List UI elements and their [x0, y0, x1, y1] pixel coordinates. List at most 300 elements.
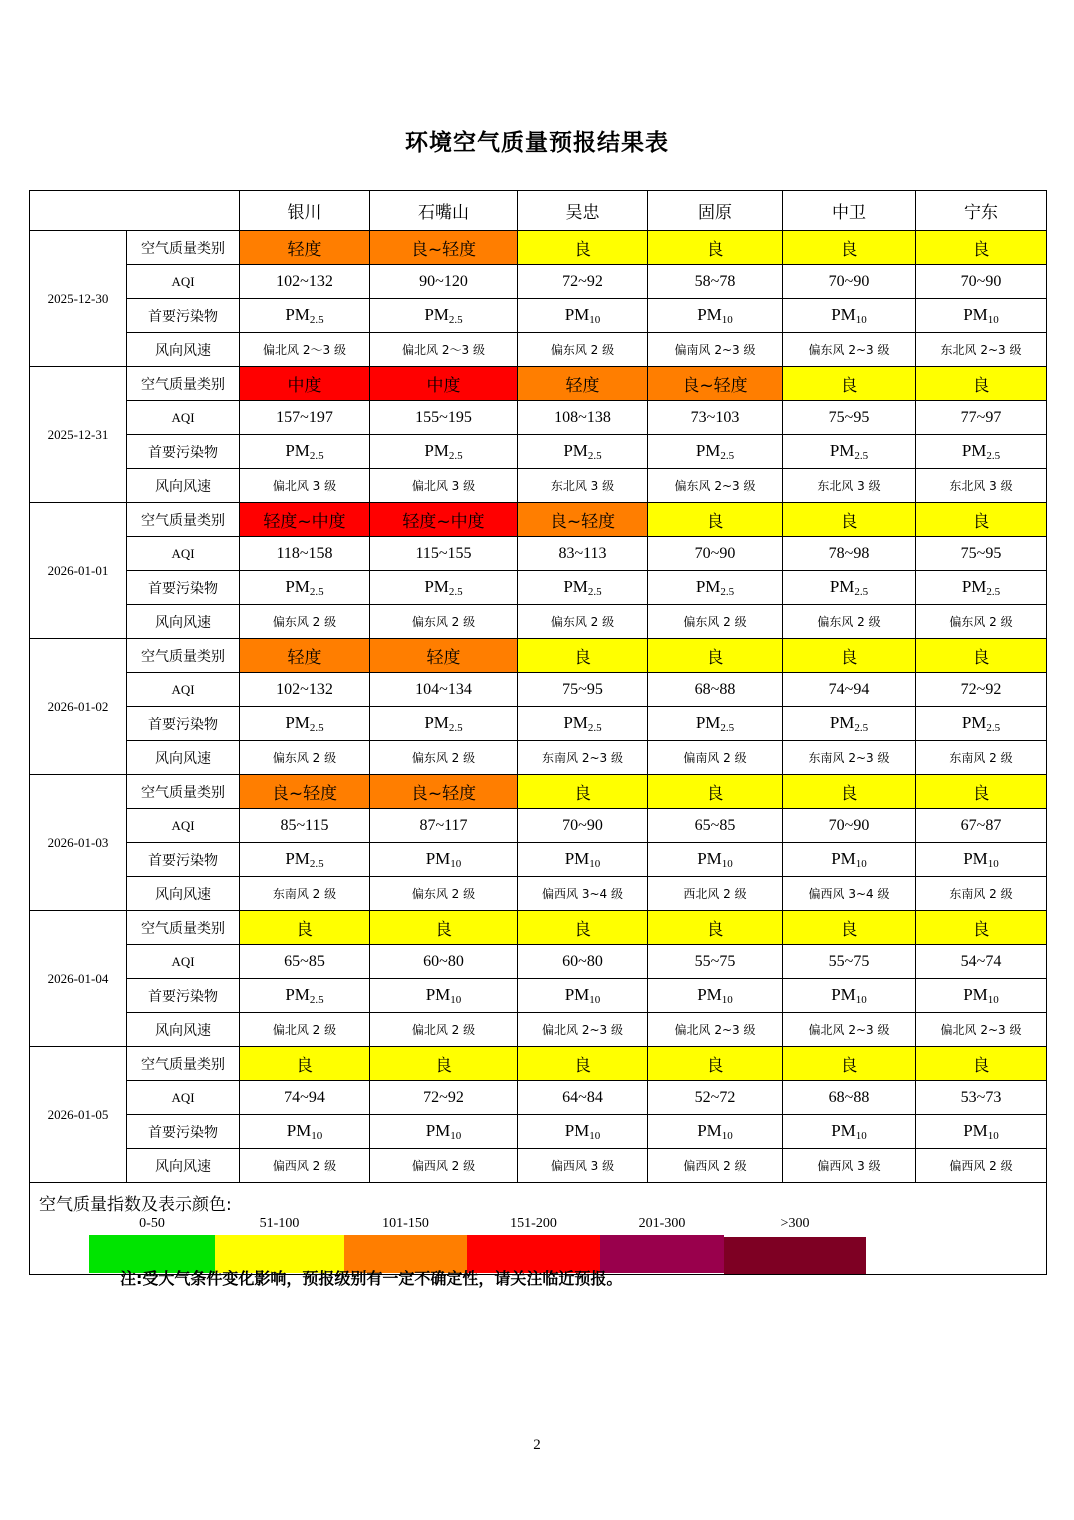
wind-cell: 偏东风 2 级 — [916, 605, 1047, 639]
primary-pollutant-cell — [518, 707, 648, 741]
aqi-range-cell: 55~75 — [783, 945, 916, 979]
forecast-row-aqi — [30, 265, 1047, 299]
pollutant-subscript: 2.5 — [854, 722, 869, 734]
legend-cell — [30, 1183, 1047, 1275]
wind-cell: 偏北风 2~3 级 — [518, 1013, 648, 1047]
row-label-category: 空气质量类别 — [127, 911, 240, 945]
aqi-range-cell: 118~158 — [240, 537, 370, 571]
pollutant-subscript: 2.5 — [587, 722, 602, 734]
aqi-range-cell: 65~85 — [240, 945, 370, 979]
pollutant-base: PM — [963, 985, 988, 1004]
aqi-category-cell: 良 — [518, 775, 648, 809]
forecast-row-category — [30, 231, 1047, 265]
pollutant-base: PM — [285, 849, 310, 868]
aqi-range-cell: 60~80 — [370, 945, 518, 979]
wind-cell: 偏北风 2 级 — [240, 1013, 370, 1047]
forecast-row-pollutant — [30, 1115, 1047, 1149]
row-label-aqi: AQI — [127, 809, 240, 843]
pollutant-base: PM — [831, 1121, 856, 1140]
pollutant-base: PM — [563, 441, 588, 460]
pollutant-subscript: 10 — [987, 994, 999, 1006]
pollutant-base: PM — [829, 577, 855, 596]
primary-pollutant-cell — [240, 707, 370, 741]
forecast-row-wind — [30, 469, 1047, 503]
primary-pollutant-cell — [648, 843, 783, 877]
pollutant-subscript: 10 — [855, 1130, 867, 1142]
aqi-category-cell: 良 — [240, 1047, 370, 1081]
primary-pollutant-cell — [370, 843, 518, 877]
legend-row — [30, 1183, 1047, 1275]
aqi-category-cell: 良~轻度 — [370, 775, 518, 809]
legend-range-label: 151-200 — [510, 1216, 557, 1231]
aqi-range-cell: 75~95 — [518, 673, 648, 707]
forecast-row-aqi — [30, 945, 1047, 979]
aqi-category-cell: 良 — [518, 911, 648, 945]
row-label-category: 空气质量类别 — [127, 503, 240, 537]
row-label-wind: 风向风速 — [127, 741, 240, 775]
pollutant-base: PM — [695, 441, 721, 460]
date-cell: 2026-01-05 — [30, 1047, 127, 1183]
wind-cell: 偏东风 2 级 — [783, 605, 916, 639]
date-cell: 2025-12-30 — [30, 231, 127, 367]
pollutant-subscript: 10 — [450, 994, 462, 1006]
aqi-range-cell: 73~103 — [648, 401, 783, 435]
wind-cell: 偏西风 2 级 — [240, 1149, 370, 1183]
primary-pollutant-cell — [518, 1115, 648, 1149]
forecast-row-category — [30, 639, 1047, 673]
pollutant-subscript: 10 — [589, 858, 601, 870]
legend-range-label: >300 — [780, 1216, 810, 1231]
row-label-category: 空气质量类别 — [127, 367, 240, 401]
primary-pollutant-cell — [518, 843, 648, 877]
pollutant-base: PM — [963, 305, 988, 324]
pollutant-base: PM — [697, 1121, 722, 1140]
primary-pollutant-cell — [783, 435, 916, 469]
primary-pollutant-cell — [240, 571, 370, 605]
date-cell: 2026-01-01 — [30, 503, 127, 639]
aqi-range-cell: 72~92 — [518, 265, 648, 299]
row-label-pollutant: 首要污染物 — [127, 1115, 240, 1149]
forecast-note: 注:受大气条件变化影响，预报级别有一定不确定性，请关注临近预报。 — [120, 1269, 623, 1288]
aqi-category-cell: 良~轻度 — [370, 231, 518, 265]
aqi-range-cell: 157~197 — [240, 401, 370, 435]
pollutant-base: PM — [961, 577, 987, 596]
row-label-wind: 风向风速 — [127, 469, 240, 503]
wind-cell: 偏东风 2 级 — [518, 333, 648, 367]
aqi-category-cell: 良 — [916, 1047, 1047, 1081]
forecast-row-category — [30, 1047, 1047, 1081]
primary-pollutant-cell — [518, 435, 648, 469]
aqi-category-cell: 良 — [783, 911, 916, 945]
pollutant-base: PM — [963, 1121, 988, 1140]
forecast-row-wind — [30, 605, 1047, 639]
aqi-range-cell: 70~90 — [916, 265, 1047, 299]
pollutant-subscript: 10 — [987, 1130, 999, 1142]
row-label-wind: 风向风速 — [127, 333, 240, 367]
wind-cell: 偏东风 2 级 — [518, 605, 648, 639]
forecast-row-aqi — [30, 401, 1047, 435]
aqi-category-cell: 良~轻度 — [648, 367, 783, 401]
pollutant-base: PM — [831, 985, 856, 1004]
pollutant-subscript: 2.5 — [309, 586, 324, 598]
pollutant-base: PM — [285, 305, 310, 324]
pollutant-base: PM — [961, 441, 987, 460]
aqi-category-cell: 良 — [783, 367, 916, 401]
primary-pollutant-cell — [916, 707, 1047, 741]
legend-range-label: 101-150 — [382, 1216, 429, 1231]
pollutant-subscript: 10 — [311, 1130, 323, 1142]
aqi-range-cell: 104~134 — [370, 673, 518, 707]
wind-cell: 偏南风 2 级 — [648, 741, 783, 775]
primary-pollutant-cell — [648, 707, 783, 741]
pollutant-subscript: 10 — [450, 858, 462, 870]
forecast-row-category — [30, 775, 1047, 809]
row-label-wind: 风向风速 — [127, 877, 240, 911]
city-header: 石嘴山 — [370, 191, 518, 231]
wind-cell: 东南风 2 级 — [916, 741, 1047, 775]
date-cell: 2025-12-31 — [30, 367, 127, 503]
aqi-category-cell: 良 — [916, 775, 1047, 809]
pollutant-subscript: 10 — [721, 858, 733, 870]
pollutant-subscript: 10 — [855, 994, 867, 1006]
aqi-category-cell: 良 — [518, 1047, 648, 1081]
pollutant-subscript: 2.5 — [448, 450, 463, 462]
aqi-category-cell: 良 — [370, 911, 518, 945]
wind-cell: 偏东风 2 级 — [240, 741, 370, 775]
pollutant-subscript: 10 — [855, 314, 867, 326]
aqi-range-cell: 55~75 — [648, 945, 783, 979]
row-label-wind: 风向风速 — [127, 605, 240, 639]
pollutant-base: PM — [563, 713, 588, 732]
wind-cell: 偏西风 2 级 — [648, 1149, 783, 1183]
forecast-row-pollutant — [30, 843, 1047, 877]
pollutant-subscript: 10 — [589, 994, 601, 1006]
wind-cell: 偏北风 2 级 — [370, 1013, 518, 1047]
primary-pollutant-cell — [783, 571, 916, 605]
pollutant-base: PM — [564, 849, 590, 868]
city-header: 中卫 — [783, 191, 916, 231]
wind-cell: 偏西风 3 级 — [783, 1149, 916, 1183]
aqi-category-cell: 良 — [783, 1047, 916, 1081]
pollutant-subscript: 10 — [721, 994, 733, 1006]
pollutant-base: PM — [564, 985, 590, 1004]
aqi-range-cell: 60~80 — [518, 945, 648, 979]
forecast-row-category — [30, 503, 1047, 537]
primary-pollutant-cell — [783, 979, 916, 1013]
pollutant-base: PM — [695, 713, 721, 732]
forecast-row-pollutant — [30, 571, 1047, 605]
primary-pollutant-cell — [240, 979, 370, 1013]
wind-cell: 偏北风 3 级 — [370, 469, 518, 503]
wind-cell: 东北风 3 级 — [916, 469, 1047, 503]
pollutant-base: PM — [424, 441, 449, 460]
pollutant-base: PM — [424, 713, 449, 732]
row-label-category: 空气质量类别 — [127, 231, 240, 265]
wind-cell: 东南风 2 级 — [240, 877, 370, 911]
aqi-category-cell: 良 — [916, 503, 1047, 537]
row-label-aqi: AQI — [127, 265, 240, 299]
wind-cell: 偏东风 2 级 — [370, 741, 518, 775]
aqi-range-cell: 70~90 — [783, 809, 916, 843]
city-header: 固原 — [648, 191, 783, 231]
pollutant-base: PM — [285, 713, 310, 732]
row-label-pollutant: 首要污染物 — [127, 571, 240, 605]
row-label-aqi: AQI — [127, 673, 240, 707]
aqi-range-cell: 58~78 — [648, 265, 783, 299]
aqi-category-cell: 良 — [648, 1047, 783, 1081]
row-label-wind: 风向风速 — [127, 1013, 240, 1047]
pollutant-subscript: 2.5 — [587, 450, 602, 462]
primary-pollutant-cell — [916, 435, 1047, 469]
primary-pollutant-cell — [648, 1115, 783, 1149]
row-label-aqi: AQI — [127, 401, 240, 435]
aqi-range-cell: 70~90 — [518, 809, 648, 843]
aqi-category-cell: 良 — [648, 911, 783, 945]
pollutant-subscript: 2.5 — [720, 722, 735, 734]
primary-pollutant-cell — [370, 979, 518, 1013]
pollutant-base: PM — [425, 985, 451, 1004]
forecast-table-body — [30, 191, 1047, 1275]
pollutant-base: PM — [697, 985, 722, 1004]
row-label-pollutant: 首要污染物 — [127, 979, 240, 1013]
pollutant-subscript: 10 — [987, 314, 999, 326]
legend-title: 空气质量指数及表示颜色: — [39, 1195, 232, 1215]
aqi-category-cell: 良 — [916, 639, 1047, 673]
pollutant-base: PM — [961, 713, 987, 732]
aqi-category-cell: 良 — [648, 639, 783, 673]
pollutant-subscript: 2.5 — [720, 586, 735, 598]
aqi-range-cell: 68~88 — [648, 673, 783, 707]
wind-cell: 东北风 2~3 级 — [916, 333, 1047, 367]
wind-cell: 东南风 2 级 — [916, 877, 1047, 911]
aqi-range-cell: 83~113 — [518, 537, 648, 571]
date-cell: 2026-01-02 — [30, 639, 127, 775]
forecast-row-wind — [30, 1149, 1047, 1183]
primary-pollutant-cell — [648, 979, 783, 1013]
primary-pollutant-cell — [783, 1115, 916, 1149]
primary-pollutant-cell — [648, 299, 783, 333]
wind-cell: 偏西风 3~4 级 — [518, 877, 648, 911]
primary-pollutant-cell — [783, 299, 916, 333]
aqi-range-cell: 70~90 — [648, 537, 783, 571]
primary-pollutant-cell — [240, 299, 370, 333]
wind-cell: 偏东风 2 级 — [648, 605, 783, 639]
pollutant-subscript: 2.5 — [309, 858, 324, 870]
aqi-category-cell: 良 — [916, 911, 1047, 945]
aqi-category-cell: 良 — [783, 639, 916, 673]
wind-cell: 偏东风 2 级 — [370, 605, 518, 639]
primary-pollutant-cell — [518, 979, 648, 1013]
aqi-range-cell: 75~95 — [783, 401, 916, 435]
pollutant-subscript: 2.5 — [720, 450, 735, 462]
row-label-aqi: AQI — [127, 945, 240, 979]
wind-cell: 东北风 3 级 — [518, 469, 648, 503]
aqi-range-cell: 53~73 — [916, 1081, 1047, 1115]
city-header: 吴忠 — [518, 191, 648, 231]
pollutant-base: PM — [285, 985, 310, 1004]
header-row — [30, 191, 1047, 231]
wind-cell: 偏北风 3 级 — [240, 469, 370, 503]
row-label-pollutant: 首要污染物 — [127, 843, 240, 877]
aqi-range-cell: 68~88 — [783, 1081, 916, 1115]
aqi-range-cell: 108~138 — [518, 401, 648, 435]
primary-pollutant-cell — [916, 843, 1047, 877]
pollutant-subscript: 10 — [589, 1130, 601, 1142]
legend-range-label: 201-300 — [638, 1216, 686, 1231]
legend-range-label: 51-100 — [259, 1216, 300, 1231]
forecast-row-pollutant — [30, 299, 1047, 333]
wind-cell: 偏北风 2~3 级 — [916, 1013, 1047, 1047]
aqi-category-cell: 良 — [240, 911, 370, 945]
primary-pollutant-cell — [648, 571, 783, 605]
aqi-range-cell: 54~74 — [916, 945, 1047, 979]
wind-cell: 偏西风 3 级 — [518, 1149, 648, 1183]
wind-cell: 偏西风 2 级 — [916, 1149, 1047, 1183]
forecast-row-category — [30, 367, 1047, 401]
aqi-range-cell: 155~195 — [370, 401, 518, 435]
legend-color-swatch — [724, 1237, 866, 1275]
pollutant-base: PM — [697, 305, 722, 324]
wind-cell: 偏北风 2~3 级 — [783, 1013, 916, 1047]
forecast-row-wind — [30, 1013, 1047, 1047]
aqi-range-cell: 75~95 — [916, 537, 1047, 571]
date-cell: 2026-01-04 — [30, 911, 127, 1047]
aqi-range-cell: 90~120 — [370, 265, 518, 299]
wind-cell: 偏东风 2~3 级 — [783, 333, 916, 367]
primary-pollutant-cell — [916, 979, 1047, 1013]
wind-cell: 东北风 3 级 — [783, 469, 916, 503]
aqi-range-cell: 65~85 — [648, 809, 783, 843]
aqi-range-cell: 72~92 — [370, 1081, 518, 1115]
aqi-category-cell: 良 — [916, 231, 1047, 265]
pollutant-base: PM — [831, 305, 856, 324]
aqi-range-cell: 67~87 — [916, 809, 1047, 843]
city-header: 银川 — [240, 191, 370, 231]
primary-pollutant-cell — [370, 299, 518, 333]
wind-cell: 偏南风 2~3 级 — [648, 333, 783, 367]
wind-cell: 东南风 2~3 级 — [783, 741, 916, 775]
aqi-range-cell: 70~90 — [783, 265, 916, 299]
pollutant-base: PM — [425, 1121, 451, 1140]
aqi-range-cell: 64~84 — [518, 1081, 648, 1115]
pollutant-subscript: 10 — [987, 858, 999, 870]
row-label-aqi: AQI — [127, 1081, 240, 1115]
primary-pollutant-cell — [370, 707, 518, 741]
legend-range-label: 0-50 — [139, 1216, 165, 1231]
forecast-row-category — [30, 911, 1047, 945]
wind-cell: 偏西风 2 级 — [370, 1149, 518, 1183]
page-title: 环境空气质量预报结果表 — [405, 130, 669, 156]
pollutant-subscript: 10 — [450, 1130, 462, 1142]
pollutant-subscript: 2.5 — [309, 722, 324, 734]
pollutant-base: PM — [286, 1121, 312, 1140]
row-label-category: 空气质量类别 — [127, 639, 240, 673]
primary-pollutant-cell — [916, 1115, 1047, 1149]
wind-cell: 偏北风 2～3 级 — [240, 333, 370, 367]
pollutant-base: PM — [831, 849, 856, 868]
pollutant-base: PM — [829, 713, 855, 732]
primary-pollutant-cell — [648, 435, 783, 469]
pollutant-subscript: 2.5 — [986, 586, 1001, 598]
aqi-range-cell: 77~97 — [916, 401, 1047, 435]
pollutant-subscript: 2.5 — [986, 450, 1001, 462]
pollutant-subscript: 2.5 — [854, 586, 869, 598]
pollutant-base: PM — [829, 441, 855, 460]
primary-pollutant-cell — [240, 843, 370, 877]
aqi-category-cell: 良 — [648, 503, 783, 537]
aqi-category-cell: 轻度 — [370, 639, 518, 673]
forecast-row-aqi — [30, 537, 1047, 571]
pollutant-subscript: 10 — [855, 858, 867, 870]
primary-pollutant-cell — [916, 571, 1047, 605]
primary-pollutant-cell — [370, 435, 518, 469]
forecast-row-wind — [30, 877, 1047, 911]
pollutant-base: PM — [425, 849, 451, 868]
aqi-category-cell: 轻度 — [240, 231, 370, 265]
pollutant-base: PM — [697, 849, 722, 868]
row-label-pollutant: 首要污染物 — [127, 707, 240, 741]
row-label-category: 空气质量类别 — [127, 1047, 240, 1081]
wind-cell: 偏北风 2~3 级 — [648, 1013, 783, 1047]
aqi-range-cell: 115~155 — [370, 537, 518, 571]
pollutant-subscript: 10 — [589, 314, 601, 326]
aqi-category-cell: 良 — [916, 367, 1047, 401]
pollutant-subscript: 2.5 — [448, 722, 463, 734]
aqi-category-cell: 良 — [518, 639, 648, 673]
wind-cell: 西北风 2 级 — [648, 877, 783, 911]
aqi-range-cell: 78~98 — [783, 537, 916, 571]
aqi-category-cell: 中度 — [370, 367, 518, 401]
aqi-category-cell: 良 — [783, 775, 916, 809]
pollutant-base: PM — [424, 577, 449, 596]
aqi-category-cell: 良 — [783, 503, 916, 537]
aqi-category-cell: 轻度 — [518, 367, 648, 401]
aqi-category-cell: 良 — [518, 231, 648, 265]
aqi-category-cell: 良 — [648, 775, 783, 809]
forecast-row-aqi — [30, 673, 1047, 707]
pollutant-base: PM — [963, 849, 988, 868]
pollutant-base: PM — [564, 305, 590, 324]
pollutant-subscript: 10 — [721, 1130, 733, 1142]
aqi-category-cell: 轻度~中度 — [240, 503, 370, 537]
pollutant-subscript: 2.5 — [448, 314, 463, 326]
forecast-row-pollutant — [30, 435, 1047, 469]
forecast-row-wind — [30, 333, 1047, 367]
row-label-wind: 风向风速 — [127, 1149, 240, 1183]
pollutant-base: PM — [564, 1121, 590, 1140]
wind-cell: 偏东风 2 级 — [240, 605, 370, 639]
pollutant-base: PM — [424, 305, 449, 324]
pollutant-subscript: 2.5 — [986, 722, 1001, 734]
page-number: 2 — [533, 1437, 541, 1453]
row-label-category: 空气质量类别 — [127, 775, 240, 809]
aqi-range-cell: 72~92 — [916, 673, 1047, 707]
header-corner-cell — [30, 191, 240, 231]
pollutant-subscript: 2.5 — [854, 450, 869, 462]
wind-cell: 偏东风 2 级 — [370, 877, 518, 911]
aqi-category-cell: 中度 — [240, 367, 370, 401]
pollutant-subscript: 10 — [721, 314, 733, 326]
pollutant-subscript: 2.5 — [309, 994, 324, 1006]
forecast-table — [29, 190, 1047, 1275]
aqi-range-cell: 102~132 — [240, 673, 370, 707]
primary-pollutant-cell — [518, 299, 648, 333]
wind-cell: 偏北风 2～3 级 — [370, 333, 518, 367]
pollutant-subscript: 2.5 — [309, 450, 324, 462]
pollutant-base: PM — [285, 577, 310, 596]
aqi-category-cell: 良 — [370, 1047, 518, 1081]
pollutant-subscript: 2.5 — [309, 314, 324, 326]
